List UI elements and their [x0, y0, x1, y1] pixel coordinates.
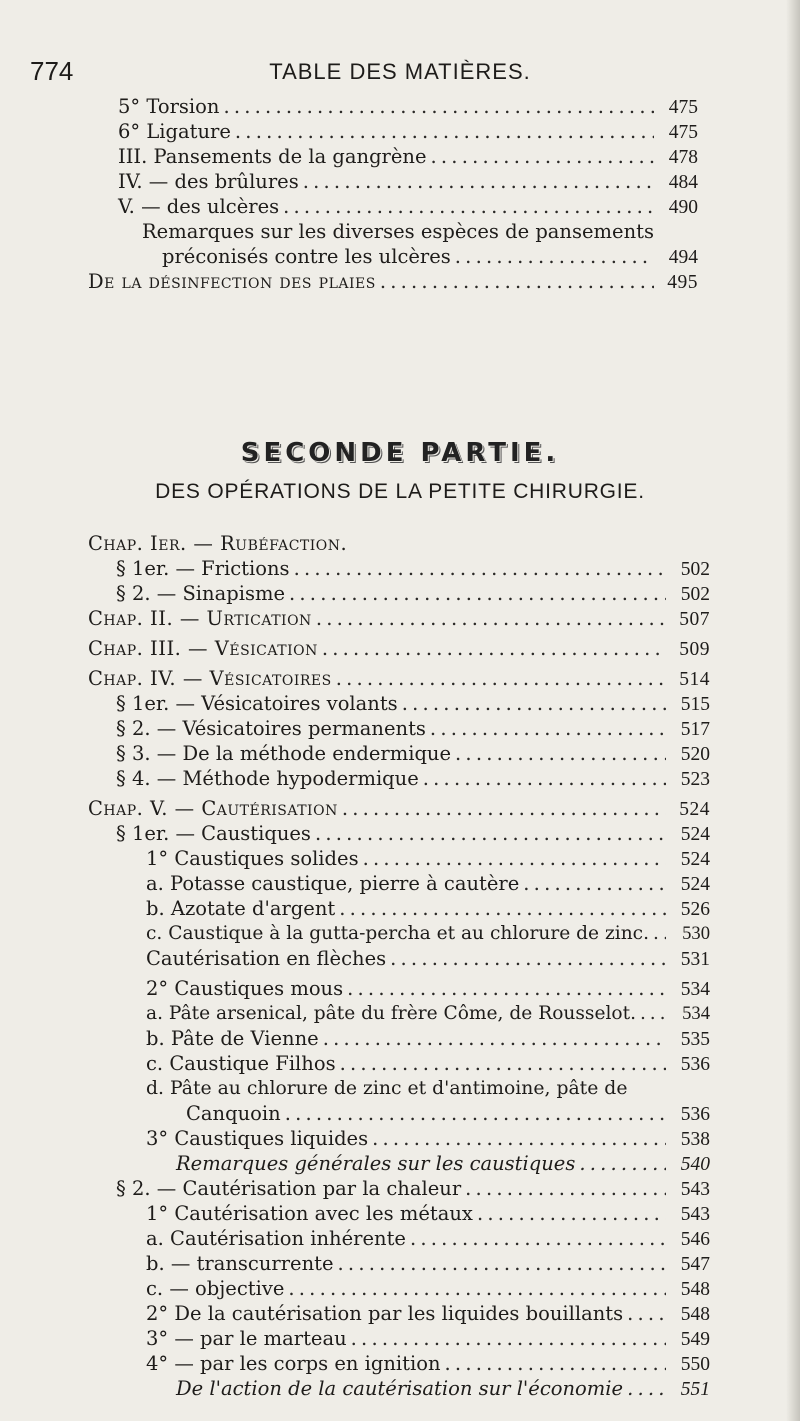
toc-entry: § 2. — Cautérisation par la chaleur . . . 543 — [116, 1177, 710, 1201]
chapter-entry: Chap. V. — Cautérisation . . . 524 — [88, 797, 710, 821]
toc-entry: § 3. — De la méthode endermique . . . 520 — [116, 742, 710, 766]
page-number: 774 — [30, 56, 74, 86]
chapter-heading: Chap. Ier. — Rubéfaction. — [88, 532, 348, 555]
toc-entry: § 1er. — Vésicatoires volants . . . 515 — [116, 692, 710, 716]
toc-entry: c. Caustique à la gutta-percha et au chlorure de zinc. . . . 530 — [146, 922, 710, 946]
toc-entry: V. — des ulcères . . . 490 — [118, 195, 698, 219]
toc-entry: § 1er. — Frictions . . . 502 — [116, 557, 710, 581]
toc-entry: 1° Caustiques solides . . . 524 — [146, 847, 710, 871]
chapter-entry: Chap. III. — Vésication . . . 509 — [88, 637, 710, 661]
toc-entry: 4° — par les corps en ignition . . . 550 — [146, 1352, 710, 1376]
toc-entry: 5° Torsion . . . 475 — [118, 95, 698, 119]
toc-entry: § 2. — Sinapisme . . . 502 — [116, 582, 710, 606]
toc-entry: Cautérisation en flèches . . . 531 — [146, 947, 710, 971]
toc-entry: Remarques sur les diverses espèces de pansements — [142, 220, 654, 243]
toc-entry: 3° — par le marteau . . . 549 — [146, 1327, 710, 1351]
toc-entry: De l'action de la cautérisation sur l'économie . . . 551 — [176, 1377, 710, 1401]
page-edge-shadow — [786, 0, 800, 1421]
toc-entry: 3° Caustiques liquides . . . 538 — [146, 1127, 710, 1151]
toc-entry: préconisés contre les ulcères . . . 494 — [162, 245, 698, 269]
chapter-entry: Chap. II. — Urtication . . . 507 — [88, 607, 710, 631]
toc-entry: § 4. — Méthode hypodermique . . . 523 — [116, 767, 710, 791]
toc-entry: De la désinfection des plaies . . . 495 — [88, 270, 698, 294]
toc-entry: a. Pâte arsenical, pâte du frère Côme, de Rousselot. . . . 534 — [146, 1002, 710, 1026]
toc-entry: § 2. — Vésicatoires permanents . . . 517 — [116, 717, 710, 741]
toc-entry: b. — transcurrente . . . 547 — [146, 1252, 710, 1276]
toc-entry: Remarques générales sur les caustiques . . . 540 — [176, 1152, 710, 1176]
toc-entry: III. Pansements de la gangrène . . . 478 — [118, 145, 698, 169]
toc-entry: a. Cautérisation inhérente . . . 546 — [146, 1227, 710, 1251]
toc-entry: 2° De la cautérisation par les liquides bouillants . . . 548 — [146, 1302, 710, 1326]
chapter-entry: Chap. IV. — Vésicatoires . . . 514 — [88, 667, 710, 691]
running-title: TABLE DES MATIÈRES. — [269, 59, 531, 84]
toc-entry: d. Pâte au chlorure de zinc et d'antimoine, pâte de — [146, 1078, 628, 1099]
toc-entry: IV. — des brûlures . . . 484 — [118, 170, 698, 194]
toc-entry: c. Caustique Filhos . . . 536 — [146, 1052, 710, 1076]
toc-entry: 6° Ligature . . . 475 — [118, 120, 698, 144]
part-title: SECONDE PARTIE. — [240, 438, 560, 468]
part-subtitle: DES OPÉRATIONS DE LA PETITE CHIRURGIE. — [155, 480, 645, 503]
toc-entry: b. Pâte de Vienne . . . 535 — [146, 1027, 710, 1051]
toc-entry: a. Potasse caustique, pierre à cautère . . . 524 — [146, 872, 710, 896]
toc-entry: 2° Caustiques mous . . . 534 — [146, 977, 710, 1001]
page-header — [30, 56, 770, 86]
toc-entry: § 1er. — Caustiques . . . 524 — [116, 822, 710, 846]
toc-entry: b. Azotate d'argent . . . 526 — [146, 897, 710, 921]
toc-entry: 1° Cautérisation avec les métaux . . . 543 — [146, 1202, 710, 1226]
toc-entry: c. — objective . . . 548 — [146, 1277, 710, 1301]
toc-entry: Canquoin . . . 536 — [186, 1102, 710, 1126]
